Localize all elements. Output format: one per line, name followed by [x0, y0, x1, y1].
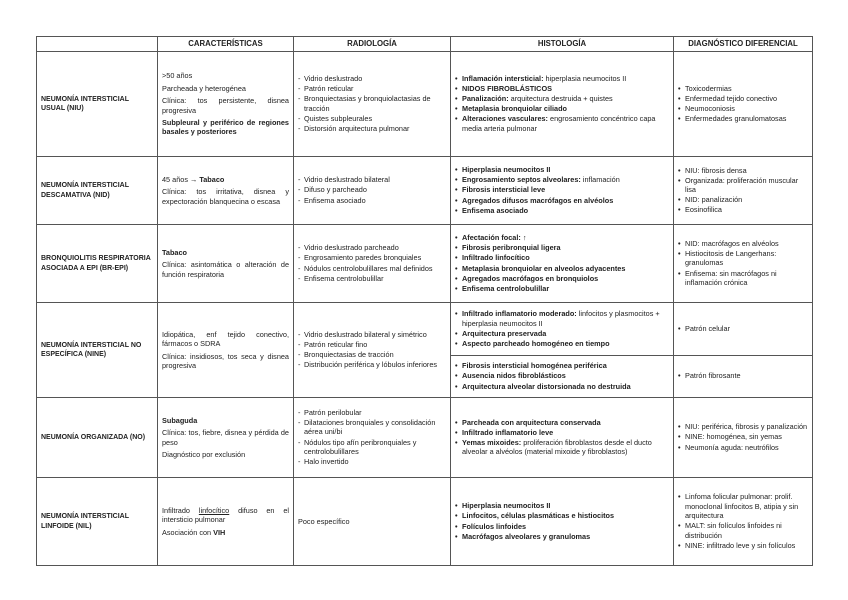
hist-bold: Afectación focal:: [462, 233, 521, 243]
hist-text: linfocitos y plasmocitos + hiperplasia neumocitos II: [462, 309, 660, 328]
hist-bold: Agregados difusos macrófagos en alvéolos: [462, 195, 614, 205]
list-item: • MALT: sin folículos linfoides ni distribución: [678, 521, 808, 540]
hist-bold: Fibrosis intersticial homogénea periférica: [462, 361, 607, 371]
list-item: [455, 309, 669, 328]
no-diagnostico-diferencial: [674, 398, 813, 478]
list-item: - Vidrio deslustrado parcheado: [298, 243, 446, 252]
nil-asociacion: [162, 528, 289, 537]
list-item: - Dilataciones bronquiales y consolidación aérea uni/bi: [298, 418, 446, 437]
list-item: [455, 501, 669, 510]
list-item: [455, 165, 669, 174]
list-item: • Organizada: proliferación muscular lisa: [678, 176, 808, 195]
niu-distribution: Subpleural y periférico de regiones basales y posteriores: [162, 117, 289, 137]
no-radiologia: [294, 398, 451, 478]
list-item: [455, 114, 669, 133]
list-item: [455, 438, 669, 457]
list-item: [455, 84, 669, 93]
nil-diagnostico: [674, 478, 813, 566]
list-item: [455, 522, 669, 531]
list-item: [455, 104, 669, 113]
list-item: [455, 74, 669, 83]
list-item: [455, 511, 669, 520]
br-diagnostico: [674, 225, 813, 303]
row-label-nid: NEUMONÍA INTERSTICIAL DESCAMATIVA (NID): [37, 157, 158, 225]
row-niu: [37, 52, 813, 157]
list-item: • Neumoconiosis: [678, 104, 808, 113]
niu-radiologia: [294, 52, 451, 157]
nil-caracteristicas: [158, 478, 294, 566]
list-item: - Vidrio deslustrado bilateral y simétrico: [298, 330, 446, 339]
list-item: - Patrón reticular fino: [298, 340, 446, 349]
nine-radiologia: [294, 303, 451, 398]
header-histologia: HISTOLOGÍA: [451, 37, 674, 52]
nil-vih: VIH: [213, 527, 226, 537]
br-tabaco: Tabaco: [162, 247, 188, 257]
hist-bold: Agregados macrófagos en bronquiolos: [462, 273, 599, 283]
list-item: [455, 233, 669, 242]
list-item: [455, 253, 669, 262]
nine-histologia-fibrosante: [451, 356, 674, 398]
list-item: • Eosinofilica: [678, 205, 808, 214]
hist-text: hiperplasia neumocitos II: [543, 74, 627, 84]
list-item: - Quistes subpleurales: [298, 114, 446, 123]
list-item: - Enfisema asociado: [298, 196, 446, 205]
hist-bold: Hiperplasia neumocitos II: [462, 501, 551, 511]
hist-bold: Yemas mixoides:: [462, 437, 522, 447]
list-item: [455, 206, 669, 215]
nil-infiltrado: [162, 506, 289, 525]
nid-diagnostico: [674, 157, 813, 225]
list-item: [455, 94, 669, 103]
list-item: [455, 382, 669, 391]
nine-etiologia: Idiopática, enf tejido conectivo, fármacos o SDRA: [162, 329, 289, 349]
header-radiologia: RADIOLOGÍA: [294, 37, 451, 52]
nine-histologia-celular: [451, 303, 674, 356]
hist-bold: Macrófagos alveolares y granulomas: [462, 531, 591, 541]
niu-age: >50 años: [162, 71, 193, 81]
row-nil: [37, 478, 813, 566]
br-clinica: Clínica: asintomática o alteración de función respiratoria: [162, 260, 289, 279]
list-item: - Difuso y parcheado: [298, 185, 446, 194]
list-item: - Halo invertido: [298, 457, 446, 466]
hist-bold: Metaplasia bronquiolar en alveolos adyacentes: [462, 263, 626, 273]
nil-radiologia: Poco específico: [294, 478, 451, 566]
hist-bold: Inflamación intersticial:: [462, 74, 544, 84]
nil-histologia: [451, 478, 674, 566]
hist-bold: Folículos linfoides: [462, 521, 527, 531]
nid-age: 45 años: [162, 174, 188, 184]
nil-text: Infiltrado: [162, 505, 199, 515]
nine-diagnostico-fibrosante: [674, 356, 813, 398]
list-item: • Neumonía aguda: neutrófilos: [678, 443, 808, 452]
list-item: • NID: panalización: [678, 195, 808, 204]
row-label-niu: NEUMONÍA INTERSTICIAL USUAL (NIU): [37, 52, 158, 157]
hist-bold: Aspecto parcheado homogéneo en tiempo: [462, 338, 610, 348]
hist-bold: Arquitectura preservada: [462, 328, 547, 338]
nine-diagnostico-celular: [674, 303, 813, 356]
list-item: • NINE: homogénea, sin yemas: [678, 432, 808, 441]
arrow-right-icon: →: [190, 174, 198, 184]
br-caracteristicas: [158, 225, 294, 303]
list-item: • NID: macrófagos en alvéolos: [678, 239, 808, 248]
list-item: • NINE: infiltrado leve y sin folículos: [678, 541, 808, 550]
hist-bold: Infiltrado inflamatorio leve: [462, 427, 554, 437]
row-label-no: NEUMONÍA ORGANIZADA (NO): [37, 398, 158, 478]
no-clinica: Clínica: tos, fiebre, disnea y pérdida de peso: [162, 428, 289, 447]
list-item: - Engrosamiento paredes bronquiales: [298, 253, 446, 262]
nid-age-line: [162, 175, 289, 184]
hist-bold: Infiltrado inflamatorio moderado:: [462, 309, 577, 319]
hist-bold: Hiperplasia neumocitos II: [462, 165, 551, 175]
hist-bold: Parcheada con arquitectura conservada: [462, 417, 601, 427]
nid-radiologia: [294, 157, 451, 225]
niu-histologia: [451, 52, 674, 157]
list-item: - Enfisema centrolobulillar: [298, 274, 446, 283]
list-item: [455, 418, 669, 427]
list-item: [455, 175, 669, 184]
list-item: [455, 274, 669, 283]
list-item: - Nódulos centrolobulillares mal definidos: [298, 264, 446, 273]
list-item: • Histiocitosis de Langerhans: granulomas: [678, 249, 808, 268]
hist-bold: Arquitectura alveolar distorsionada no destruida: [462, 381, 631, 391]
list-item: [455, 428, 669, 437]
header-diagnostico-diferencial: DIAGNÓSTICO DIFERENCIAL: [674, 37, 813, 52]
hist-bold: Infiltrado linfocítico: [462, 253, 530, 263]
list-item: [455, 284, 669, 293]
no-diagnostico: Diagnóstico por exclusión: [162, 449, 246, 459]
nil-text: difuso en el intersticio pulmonar: [162, 505, 290, 525]
list-item: - Vidrio deslustrado: [298, 74, 446, 83]
list-item: - Bronquiectasias de tracción: [298, 350, 446, 359]
list-item: - Distorsión arquitectura pulmonar: [298, 124, 446, 133]
row-nine-celular: [37, 303, 813, 356]
row-br-epi: [37, 225, 813, 303]
niu-clinica: Clínica: tos persistente, disnea progresiva: [162, 96, 289, 115]
list-item: • Toxicodermias: [678, 84, 808, 93]
niu-pattern: Parcheada y heterogénea: [162, 83, 246, 93]
hist-bold: Ausencia nidos fibroblásticos: [462, 371, 566, 381]
header-caracteristicas: CARACTERÍSTICAS: [158, 37, 294, 52]
nil-underlined: linfocítico: [198, 505, 230, 515]
arrow-up-icon: ↑: [520, 233, 527, 243]
nid-caracteristicas: [158, 157, 294, 225]
list-item: - Patrón perilobular: [298, 408, 446, 417]
hist-bold: NIDOS FIBROBLÁSTICOS: [462, 84, 552, 94]
list-item: - Bronquiectasias y bronquiolactasias de tracción: [298, 94, 446, 113]
list-item: [455, 185, 669, 194]
row-label-nil: NEUMONÍA INTERSTICIAL LINFOIDE (NIL): [37, 478, 158, 566]
row-no: [37, 398, 813, 478]
list-item: - Distribución periférica y lóbulos inferiores: [298, 360, 446, 369]
list-item: - Vidrio deslustrado bilateral: [298, 175, 446, 184]
header-empty: [37, 37, 158, 52]
hist-bold: Panalización:: [462, 94, 509, 104]
hist-bold: Alteraciones vasculares:: [462, 114, 548, 124]
list-item: • NIU: fibrosis densa: [678, 166, 808, 175]
list-item: • Patrón celular: [678, 324, 808, 333]
list-item: • Enfermedad tejido conectivo: [678, 94, 808, 103]
list-item: [455, 371, 669, 380]
hist-bold: Enfisema centrolobulillar: [462, 283, 550, 293]
row-label-nine: NEUMONÍA INTERSTICIAL NO ESPECÍFICA (NINE): [37, 303, 158, 398]
hist-bold: Enfisema asociado: [462, 205, 529, 215]
header-row: [37, 37, 813, 52]
hist-text: inflamación: [580, 175, 620, 185]
list-item: • NIU: periférica, fibrosis y panalización: [678, 422, 808, 431]
nid-histologia: [451, 157, 674, 225]
row-label-br-epi: BRONQUIOLITIS RESPIRATORIA ASOCIADA A EPI (BR-EPI): [37, 225, 158, 303]
hist-bold: Metaplasia bronquiolar ciliado: [462, 104, 568, 114]
hist-bold: Fibrosis intersticial leve: [462, 185, 546, 195]
list-item: • Linfoma folicular pulmonar: prolif. monoclonal linfocitos B, atipia y sin arquitectura: [678, 492, 808, 520]
hist-text: proliferación fibroblastos desde el ducto alveolar a alvéolos (material mixoide y fibroblastos): [462, 437, 652, 457]
nine-caracteristicas: [158, 303, 294, 398]
hist-bold: Engrosamiento septos alveolares:: [462, 175, 581, 185]
epi-comparison-table: [36, 36, 813, 566]
no-subaguda: Subaguda: [162, 415, 198, 425]
niu-diagnostico: [674, 52, 813, 157]
row-nid: [37, 157, 813, 225]
nine-clinica: Clínica: insidiosos, tos seca y disnea progresiva: [162, 351, 289, 370]
br-radiologia: [294, 225, 451, 303]
list-item: [455, 532, 669, 541]
list-item: - Nódulos tipo afín peribronquiales y centrolobulillares: [298, 438, 446, 457]
list-item: • Patrón fibrosante: [678, 371, 808, 380]
nid-tabaco: Tabaco: [199, 174, 225, 184]
list-item: - Patrón reticular: [298, 84, 446, 93]
hist-text: arquitectura destruida + quistes: [508, 94, 613, 104]
list-item: [455, 361, 669, 370]
nil-text: Asociación con: [162, 527, 214, 537]
hist-bold: Linfocitos, células plasmáticas e histiocitos: [462, 511, 615, 521]
list-item: [455, 243, 669, 252]
list-item: [455, 264, 669, 273]
hist-text: engrosamiento concéntrico capa media arteria pulmonar: [462, 114, 656, 133]
list-item: [455, 196, 669, 205]
niu-caracteristicas: [158, 52, 294, 157]
list-item: [455, 339, 669, 348]
list-item: • Enfermedades granulomatosas: [678, 114, 808, 123]
no-histologia: [451, 398, 674, 478]
br-histologia: [451, 225, 674, 303]
nid-clinica: Clínica: tos irritativa, disnea y expectoración blanquecina o escasa: [162, 187, 289, 206]
no-caracteristicas: [158, 398, 294, 478]
list-item: • Enfisema: sin macrófagos ni inflamación crónica: [678, 269, 808, 288]
hist-bold: Fibrosis peribronquial ligera: [462, 243, 561, 253]
list-item: [455, 329, 669, 338]
